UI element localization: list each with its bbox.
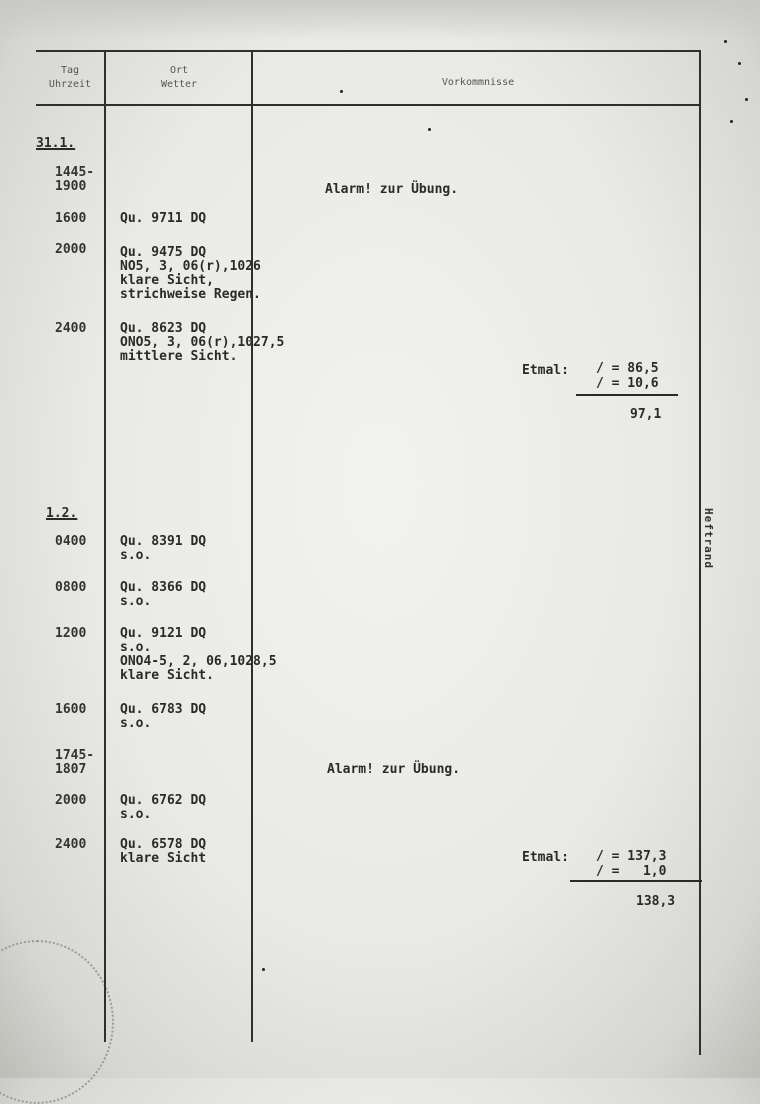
etmal-total: 97,1 [630, 407, 662, 422]
location-weather-entry: Qu. 8391 DQ s.o. [120, 534, 207, 563]
location-weather-entry: Qu. 8623 DQ ONO5, 3, 06(r),1027,5 mittlere Sicht. [120, 321, 285, 364]
time-entry: 2400 [55, 321, 87, 336]
scan-speck [724, 40, 727, 43]
time-entry: 2000 [55, 793, 87, 808]
location-weather-entry: Qu. 9121 DQ s.o. ONO4-5, 2, 06,1028,5 klare Sicht. [120, 626, 277, 683]
event-entry: Alarm! zur Übung. [325, 182, 459, 197]
header-vorkommnisse: Vorkommnisse [441, 77, 515, 88]
etmal-line-1: / = 86,5 [596, 361, 659, 376]
header-uhrzeit: Uhrzeit [48, 79, 92, 90]
time-entry: 0400 [55, 534, 87, 549]
date-day-2: 1.2. [46, 506, 78, 521]
scan-speck [730, 120, 733, 123]
etmal-line-2: / = 10,6 [596, 376, 659, 391]
header-ort: Ort [169, 65, 189, 76]
location-weather-entry: Qu. 6762 DQ s.o. [120, 793, 207, 822]
header-ort-wetter [108, 64, 250, 92]
etmal-sum-rule [570, 880, 702, 882]
scan-speck [340, 90, 343, 93]
scan-shadow [0, 0, 760, 40]
col-divider-1 [104, 52, 106, 1042]
time-entry: 2400 [55, 837, 87, 852]
paper-edge-stain [0, 940, 114, 1104]
etmal-total: 138,3 [636, 894, 676, 909]
scan-speck [738, 62, 741, 65]
right-border [699, 50, 701, 1055]
date-day-1: 31.1. [36, 136, 76, 151]
time-entry: 1445- 1900 [55, 165, 95, 194]
header-wetter: Wetter [160, 79, 198, 90]
location-weather-entry: Qu. 8366 DQ s.o. [120, 580, 207, 609]
location-weather-entry: Qu. 9711 DQ [120, 211, 207, 226]
etmal-sum-rule [576, 394, 678, 396]
location-weather-entry: Qu. 6578 DQ klare Sicht [120, 837, 207, 866]
time-entry: 0800 [55, 580, 87, 595]
header-tag: Tag [60, 65, 80, 76]
col-divider-2 [251, 52, 253, 1042]
time-entry: 1745- 1807 [55, 748, 95, 777]
etmal-label: Etmal: [522, 363, 569, 378]
etmal-line-2: / = 1,0 [596, 864, 667, 879]
time-entry: 1600 [55, 211, 87, 226]
etmal-label: Etmal: [522, 850, 569, 865]
margin-label-heftrand: Heftrand [702, 508, 715, 569]
event-entry: Alarm! zur Übung. [327, 762, 461, 777]
scan-speck [745, 98, 748, 101]
top-rule [36, 50, 700, 52]
scan-speck [262, 968, 265, 971]
time-entry: 1600 [55, 702, 87, 717]
location-weather-entry: Qu. 6783 DQ s.o. [120, 702, 207, 731]
time-entry: 1200 [55, 626, 87, 641]
header-tag-uhrzeit [40, 64, 100, 92]
time-entry: 2000 [55, 242, 87, 257]
etmal-line-1: / = 137,3 [596, 849, 667, 864]
scan-speck [428, 128, 431, 131]
header-rule [36, 104, 700, 106]
location-weather-entry: Qu. 9475 DQ NO5, 3, 06(r),1026 klare Sicht, strichweise Regen. [120, 245, 261, 302]
